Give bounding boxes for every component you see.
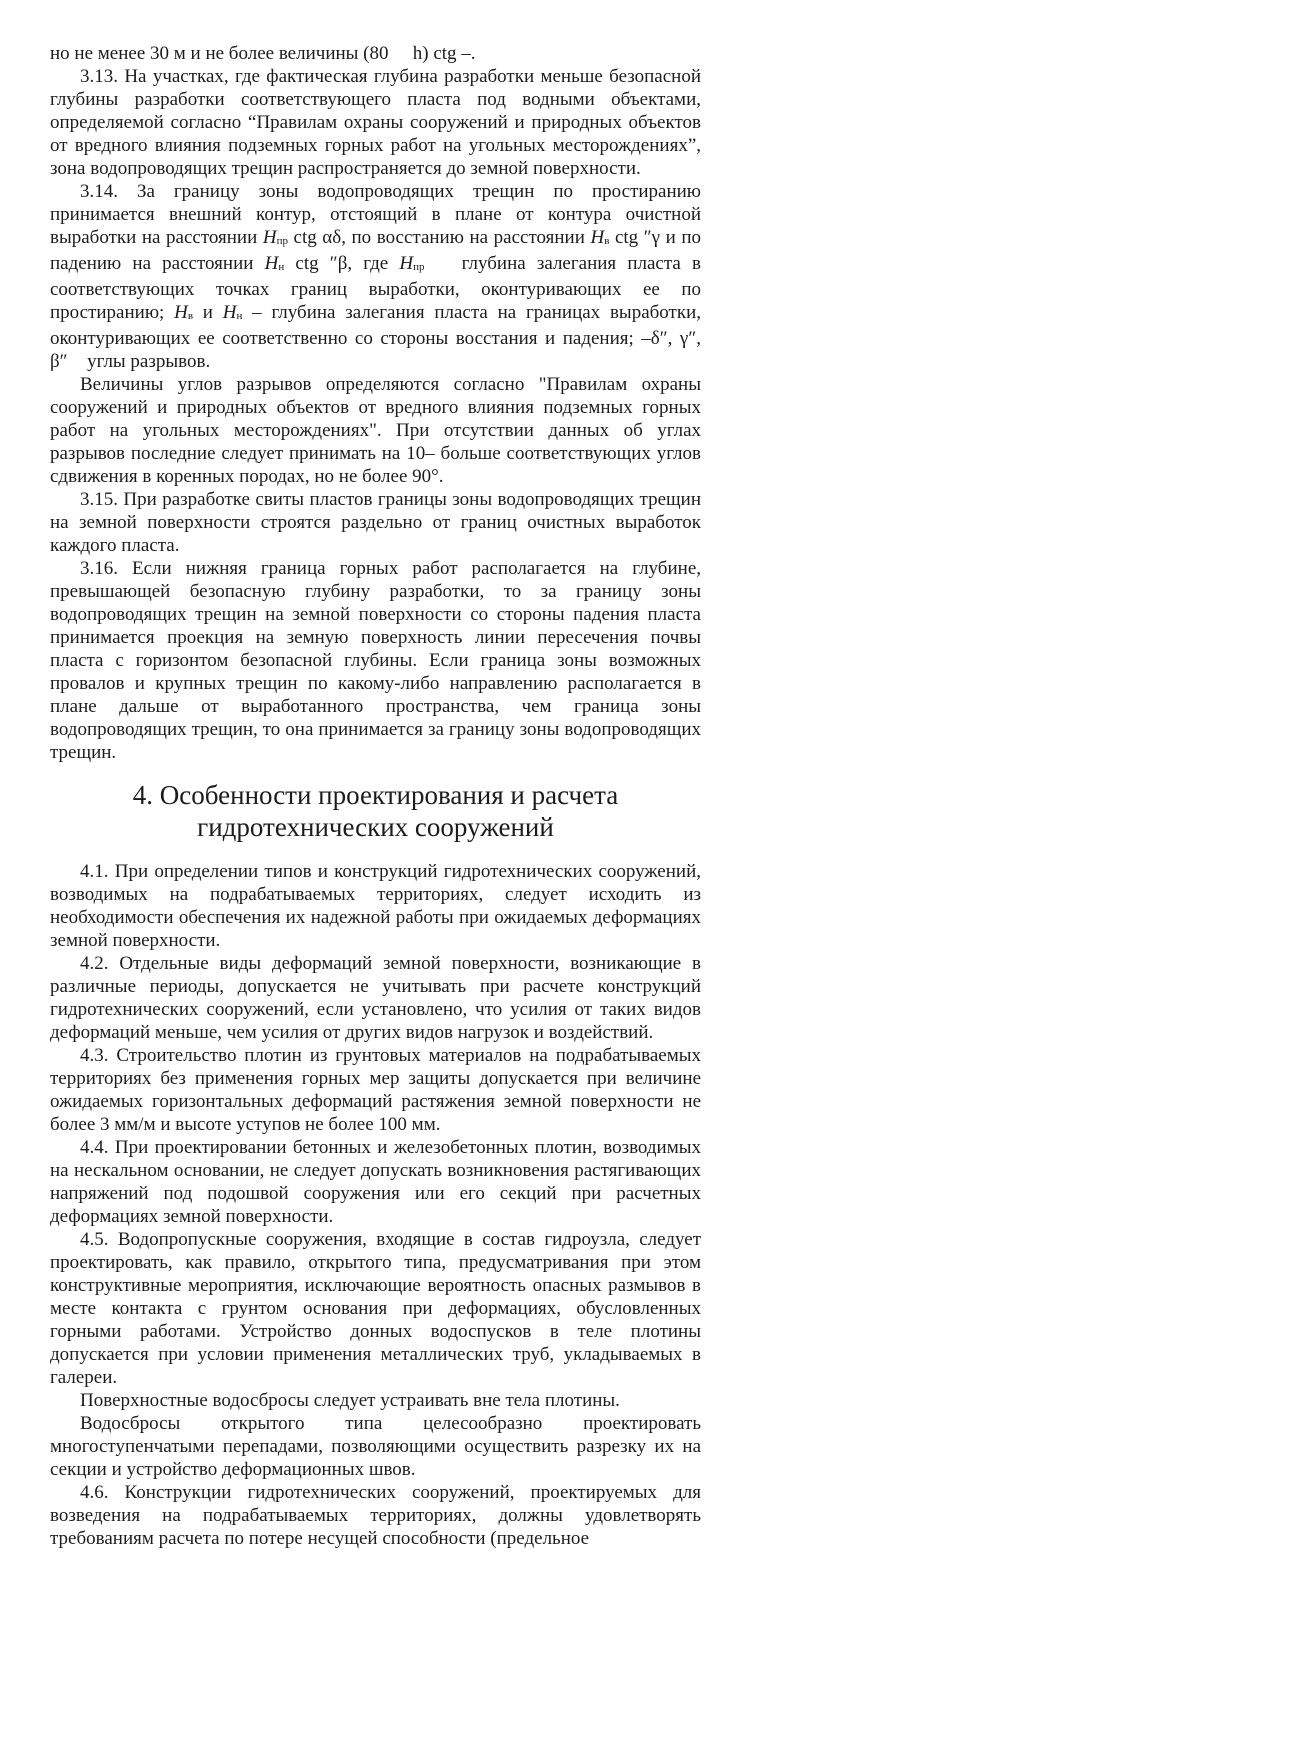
paragraph-break-angles: Величины углов разрывов определяются согласно "Правилам охраны сооружений и природных объектов от вредного влияния подземных горных работ на угольных месторождениях". При отсутствии данных об углах разрывов последние следует принимать на 10– больше соответствующих углов сдвижения в коренных породах, но не более 90°. bbox=[50, 374, 701, 487]
paragraph-surface-spillways: Поверхностные водосбросы следует устраивать вне тела плотины. bbox=[80, 1390, 620, 1411]
section-heading-line-1: 4. Особенности проектирования и расчета bbox=[132, 780, 619, 810]
paragraph-4-2: 4.2. Отдельные виды деформаций земной поверхности, возникающие в различные периоды, допускается не учитывать при расчете конструкций гидротехнических сооружений, если установлено, что усилия от таких видов деформаций меньше, чем усилия от других видов нагрузок и воздействий. bbox=[50, 953, 701, 1043]
paragraph-4-1: 4.1. При определении типов и конструкций гидротехнических сооружений, возводимых на подрабатываемых территориях, следует исходить из необходимости обеспечения их надежной работы при ожидаемых деформациях земной поверхности. bbox=[50, 861, 701, 951]
paragraph-3-13: 3.13. На участках, где фактическая глубина разработки меньше безопасной глубины разработки соответствующего пласта под водными объектами, определяемой согласно “Правилам охраны сооружений и природных объектов от вредного влияния подземных горных работ на угольных месторождениях”, зона водопроводящих трещин распространяется до земной поверхности. bbox=[50, 66, 701, 179]
section-heading-line-2: гидротехнических сооружений bbox=[197, 812, 554, 842]
paragraph-3-15: 3.15. При разработке свиты пластов границы зоны водопроводящих трещин на земной поверхности строятся раздельно от границ очистных выработок каждого пласта. bbox=[50, 489, 701, 556]
paragraph-4-4: 4.4. При проектировании бетонных и железобетонных плотин, возводимых на нескальном основании, не следует допускать возникновения растягивающих напряжений под подошвой сооружения или его секций при расчетных деформациях земной поверхности. bbox=[50, 1137, 701, 1227]
paragraph-4-3: 4.3. Строительство плотин из грунтовых материалов на подрабатываемых территориях без применения горных мер защиты допускается при величине ожидаемых горизонтальных деформаций растяжения земной поверхности не более 3 мм/м и высоте уступов не более 100 мм. bbox=[50, 1045, 701, 1135]
paragraph-3-14: 3.14. За границу зоны водопроводящих трещин по простиранию принимается внешний контур, отстоящий в плане от контура очистной выработки на расстоянии Hпр ctg αδ, по восстанию на расстоянии Hв ctg ″γ и по падению на расстоянии Hн ctg ″β, где Hпр глубина залегания пласта в соответствующих точках границ выработки, оконтуривающих ее по простиранию; Hв и Hн – глубина залегания пласта на границах выработки, оконтуривающих ее соответственно со стороны восстания и падения; –δ″, γ″, β″ углы разрывов. bbox=[50, 181, 702, 372]
paragraph-open-spillways: Водосбросы открытого типа целесообразно проектировать многоступенчатыми перепадами, позволяющими осуществить разрезку их на секции и устройство деформационных швов. bbox=[50, 1413, 701, 1480]
paragraph-4-6: 4.6. Конструкции гидротехнических сооружений, проектируемых для возведения на подрабатываемых территориях, должны удовлетворять требованиям расчета по потере несущей способности (предельное bbox=[50, 1482, 701, 1549]
paragraph-4-5: 4.5. Водопропускные сооружения, входящие в состав гидроузла, следует проектировать, как правило, открытого типа, предусматривания при этом конструктивные мероприятия, исключающие вероятность опасных размывов в месте контакта с грунтом основания при деформациях, обусловленных горными работами. Устройство донных водоспусков в теле плотины допускается при условии применения металлических труб, укладываемых в галереи. bbox=[50, 1229, 701, 1388]
paragraph-3-16: 3.16. Если нижняя граница горных работ располагается на глубине, превышающей безопасную глубину разработки, то за границу зоны водопроводящих трещин на земной поверхности со стороны падения пласта принимается проекция на земную поверхность линии пересечения почвы пласта с горизонтом безопасной глубины. Если граница зоны возможных провалов и крупных трещин по какому-либо направлению располагается в плане дальше от выработанного пространства, чем граница зоны водопроводящих трещин, то она принимается за границу зоны водопроводящих трещин. bbox=[50, 558, 701, 763]
section-heading bbox=[50, 779, 701, 843]
paragraph-continuation: но не менее 30 м и не более величины (80 h) ctg –. bbox=[50, 43, 457, 64]
document-page bbox=[50, 42, 701, 1550]
